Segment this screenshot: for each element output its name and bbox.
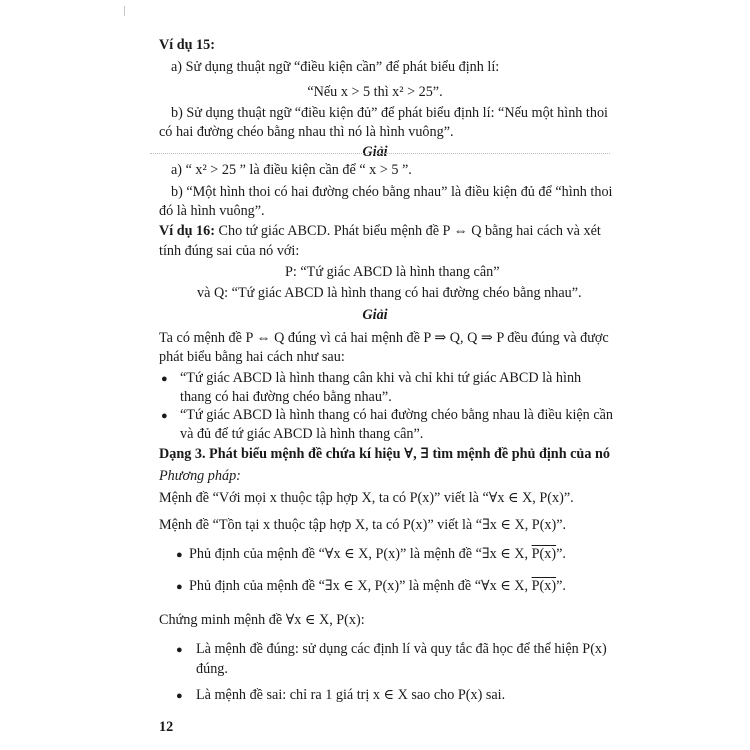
- example-16-bullet1-line1: “Tứ giác ABCD là hình thang cân khi và chỉ khi tứ giác ABCD là hình: [180, 370, 582, 386]
- forall-definition: Mệnh đề “Với mọi x thuộc tập hợp X, ta có P(x)” viết là “∀x ∈ X, P(x)”.: [159, 490, 574, 506]
- example-16-bullet1-line2: thang có hai đường chéo bằng nhau”.: [180, 389, 392, 405]
- negation-forall: [189, 545, 566, 564]
- prove-true-line1: Là mệnh đề đúng: sử dụng các định lí và quy tắc đã học để thể hiện P(x): [196, 641, 607, 657]
- negation-exists: [189, 577, 566, 596]
- overline-p-of-x: P(x): [531, 546, 557, 562]
- example-16-prompt: Cho tứ giác ABCD. Phát biểu mệnh đề P ⇔ Q bằng hai cách và xét: [214, 223, 601, 239]
- prove-true-line2: đúng.: [196, 661, 228, 677]
- bullet-dot: ●: [176, 690, 183, 702]
- bullet-dot: ●: [176, 644, 183, 656]
- negation-exists-end: ”.: [556, 578, 566, 594]
- example-16-bullet2-line2: và đủ để tứ giác ABCD là hình thang cân”.: [180, 426, 424, 442]
- example-15-part-b-line2: có hai đường chéo bằng nhau thì nó là hình vuông”.: [159, 124, 454, 140]
- dotted-divider: [150, 153, 610, 154]
- negation-forall-text: Phủ định của mệnh đề “∀x ∈ X, P(x)” là mệnh đề “∃x ∈ X,: [189, 546, 532, 562]
- example-16-solution-line2: phát biểu bằng hai cách như sau:: [159, 349, 345, 365]
- overline-p-of-x: P(x): [531, 578, 557, 594]
- method-label: Phương pháp:: [159, 468, 241, 484]
- page-number: 12: [159, 719, 174, 735]
- negation-exists-text: Phủ định của mệnh đề “∃x ∈ X, P(x)” là mệnh đề “∀x ∈ X,: [189, 578, 532, 594]
- prove-false-line: Là mệnh đề sai: chỉ ra 1 giá trị x ∈ X sao cho P(x) sai.: [196, 687, 506, 703]
- bullet-dot: ●: [161, 373, 168, 385]
- bullet-dot: ●: [161, 410, 168, 422]
- example-16-bullet2-line1: “Tứ giác ABCD là hình thang có hai đường chéo bằng nhau là điều kiện cần: [180, 407, 614, 423]
- negation-forall-end: ”.: [556, 546, 566, 562]
- example-16-proposition-p: P: “Tứ giác ABCD là hình thang cân”: [285, 264, 500, 280]
- example-15-part-b-line1: b) Sử dụng thuật ngữ “điều kiện đủ” để phát biểu định lí: “Nếu một hình thoi: [171, 105, 608, 121]
- example-15-solution-b-line2: đó là hình vuông”.: [159, 203, 265, 219]
- example-15-solution-b-line1: b) “Một hình thoi có hai đường chéo bằng nhau” là điều kiện đủ để “hình thoi: [171, 184, 613, 200]
- example-16-solution-label: Giải: [362, 307, 388, 323]
- example-15-solution-label: Giải: [362, 144, 388, 160]
- example-16-title: Ví dụ 16:: [159, 223, 215, 239]
- dang-3-heading: Dạng 3. Phát biểu mệnh đề chứa kí hiệu ∀, ∃ tìm mệnh đề phủ định của nó: [159, 446, 610, 462]
- bullet-dot: ●: [176, 549, 183, 561]
- example-16-prompt-line2: tính đúng sai của nó với:: [159, 243, 300, 259]
- example-16-prompt-line1: [159, 222, 601, 241]
- example-15-solution-a: a) “ x² > 25 ” là điều kiện cần để “ x > 5 ”.: [171, 162, 412, 178]
- example-15-title: Ví dụ 15:: [159, 37, 215, 53]
- example-15-part-a: a) Sử dụng thuật ngữ “điều kiện cần” để phát biểu định lí:: [171, 59, 500, 75]
- example-16-proposition-q: và Q: “Tứ giác ABCD là hình thang có hai đường chéo bằng nhau”.: [197, 285, 582, 301]
- example-15-formula: “Nếu x > 5 thì x² > 25”.: [307, 84, 443, 100]
- prove-intro: Chứng minh mệnh đề ∀x ∈ X, P(x):: [159, 612, 365, 628]
- bullet-dot: ●: [176, 581, 183, 593]
- example-16-solution-line1: Ta có mệnh đề P ⇔ Q đúng vì cả hai mệnh đề P ⇒ Q, Q ⇒ P đều đúng và được: [159, 330, 609, 346]
- crop-mark: [124, 6, 131, 16]
- exists-definition: Mệnh đề “Tồn tại x thuộc tập hợp X, ta có P(x)” viết là “∃x ∈ X, P(x)”.: [159, 517, 567, 533]
